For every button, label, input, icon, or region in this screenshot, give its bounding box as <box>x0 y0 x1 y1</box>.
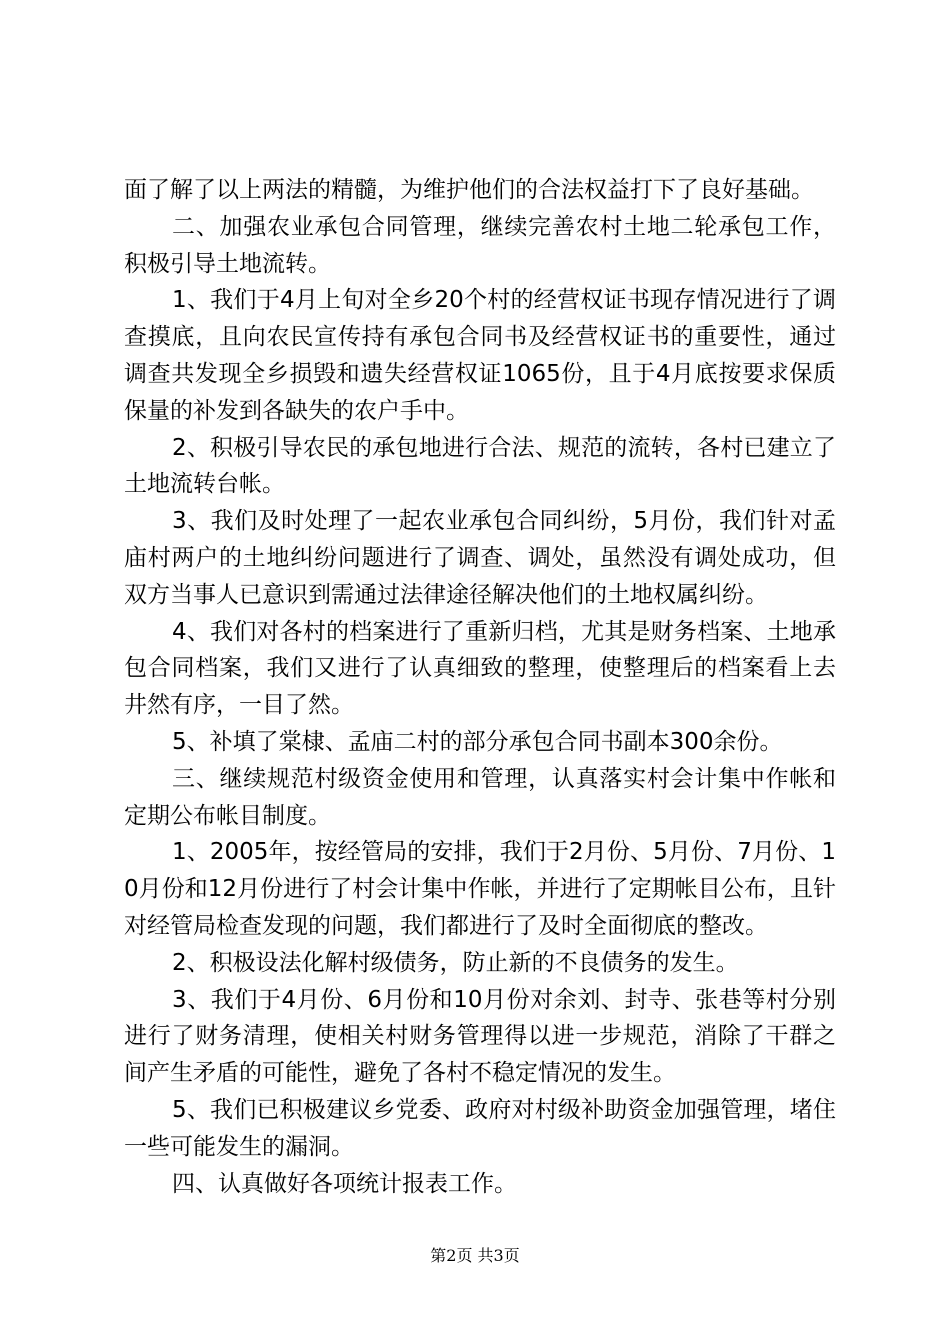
paragraph: 5、我们已积极建议乡党委、政府对村级补助资金加强管理，堵住一些可能发生的漏洞。 <box>124 1096 836 1160</box>
paragraph: 1、我们于4月上旬对全乡20个村的经营权证书现存情况进行了调查摸底，且向农民宣传持有承包合同书及经营权证书的重要性，通过调查共发现全乡损毁和遗失经营权证1065份，且于4月底按要求保质保量的补发到各缺失的农户手中。 <box>124 287 836 424</box>
paragraph: 1、2005年，按经管局的安排，我们于2月份、5月份、7月份、10月份和12月份进行了村会计集中作帐，并进行了定期帐目公布，且针对经管局检查发现的问题，我们都进行了及时全面彻底的整改。 <box>124 839 836 939</box>
paragraph: 4、我们对各村的档案进行了重新归档，尤其是财务档案、土地承包合同档案，我们又进行了认真细致的整理，使整理后的档案看上去井然有序，一目了然。 <box>124 618 836 719</box>
paragraph: 面了解了以上两法的精髓，为维护他们的合法权益打下了良好基础。 <box>124 177 814 203</box>
section-heading: 二、加强农业承包合同管理，继续完善农村土地二轮承包工作，积极引导土地流转。 <box>124 213 836 277</box>
document-body <box>124 172 836 1202</box>
section-heading: 四、认真做好各项统计报表工作。 <box>172 1170 517 1197</box>
page-number-footer: 第2页 共3页 <box>430 1246 520 1265</box>
paragraph: 5、补填了棠棣、孟庙二村的部分承包合同书副本300余份。 <box>172 728 783 755</box>
paragraph: 3、我们于4月份、6月份和10月份对余刘、封寺、张巷等村分别进行了财务清理，使相关村财务管理得以进一步规范，消除了干群之间产生矛盾的可能性，避免了各村不稳定情况的发生。 <box>124 986 836 1087</box>
paragraph: 3、我们及时处理了一起农业承包合同纠纷，5月份，我们针对孟庙村两户的土地纠纷问题进行了调查、调处，虽然没有调处成功，但双方当事人已意识到需通过法律途径解决他们的土地权属纠纷。 <box>124 508 836 608</box>
paragraph: 2、积极引导农民的承包地进行合法、规范的流转，各村已建立了土地流转台帐。 <box>124 434 836 498</box>
section-heading: 三、继续规范村级资金使用和管理，认真落实村会计集中作帐和定期公布帐目制度。 <box>124 765 836 829</box>
paragraph: 2、积极设法化解村级债务，防止新的不良债务的发生。 <box>172 949 739 976</box>
